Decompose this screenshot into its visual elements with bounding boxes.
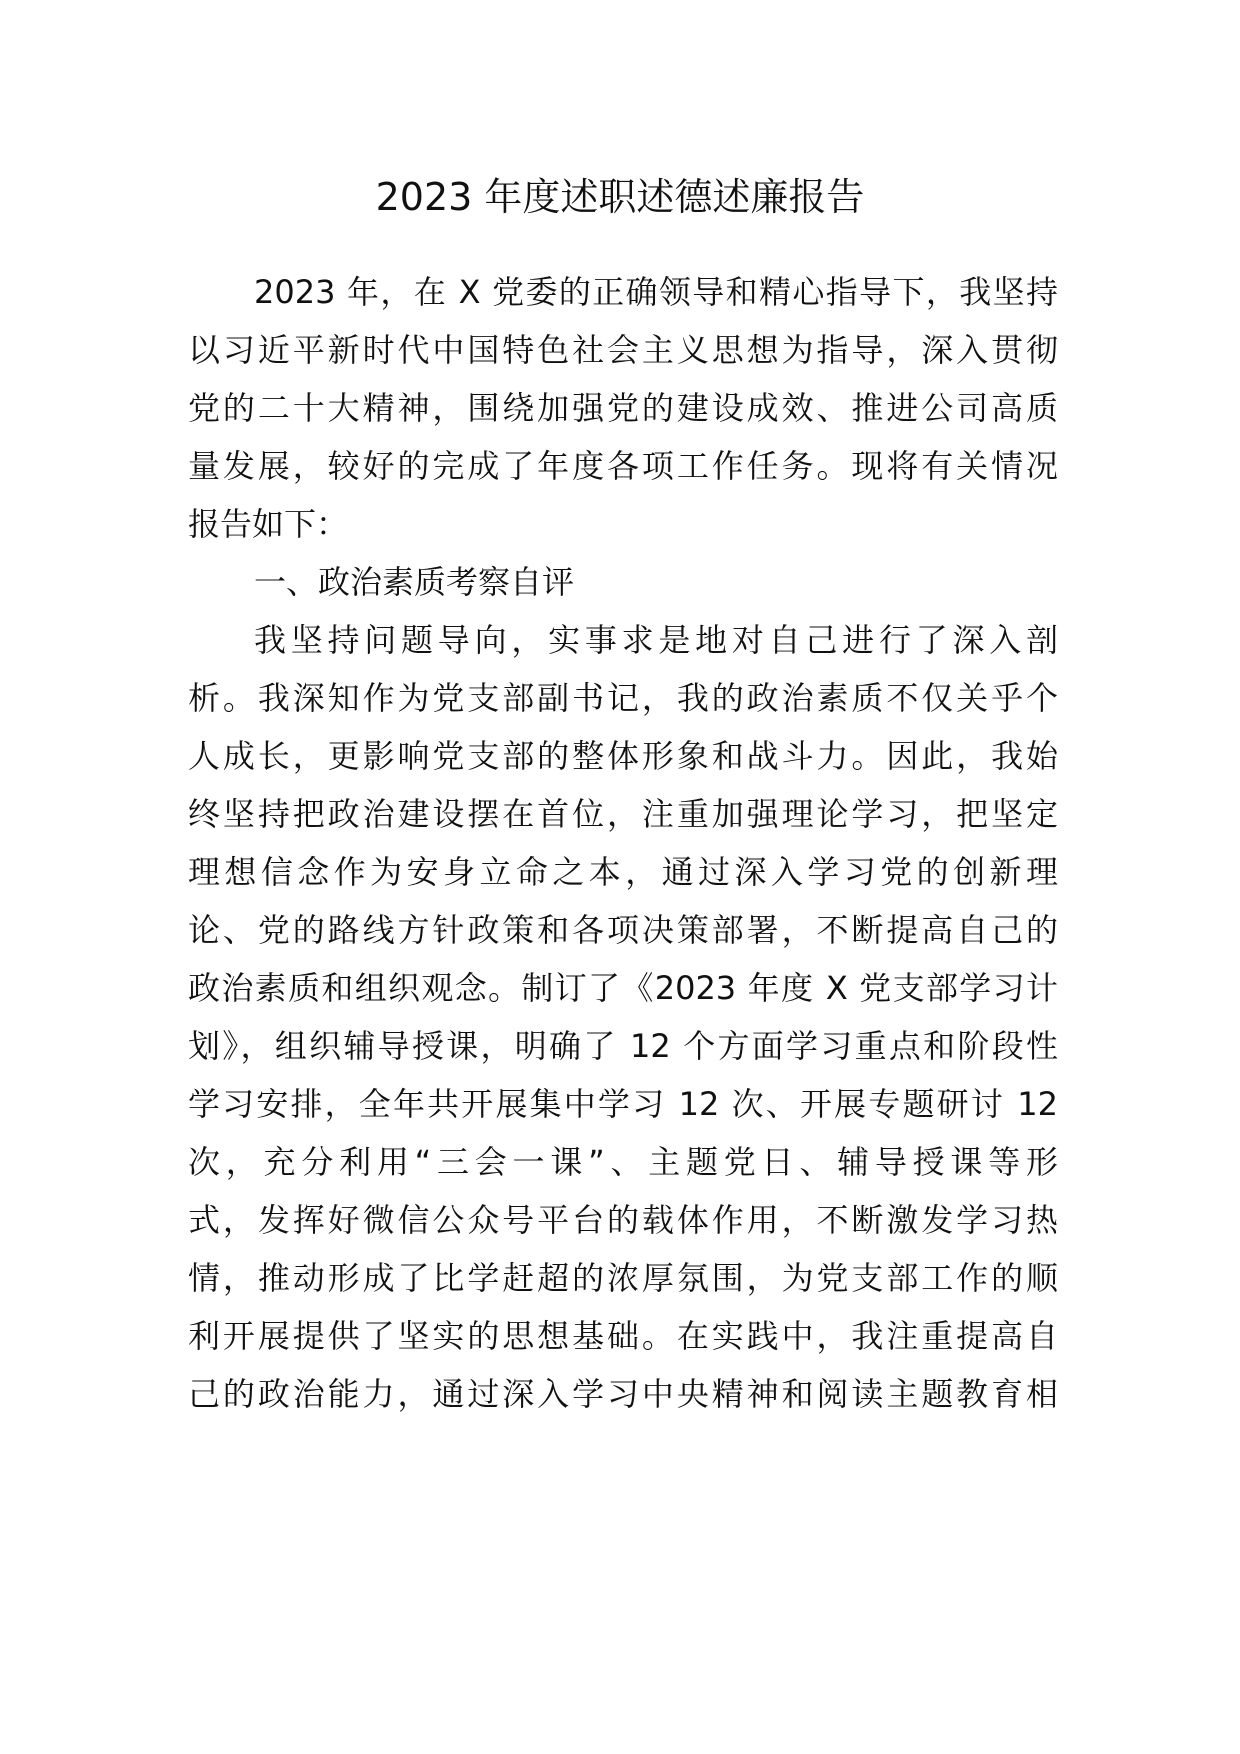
section-1-line-11: 式，发挥好微信公众号平台的载体作用，不断激发学习热 [188, 1201, 1058, 1239]
intro-line-4: 量发展，较好的完成了年度各项工作任务。现将有关情况 [188, 447, 1058, 485]
section-1-line-8: 划》，组织辅导授课，明确了 12 个方面学习重点和阶段性 [188, 1027, 1058, 1065]
section-1-line-14: 己的政治能力，通过深入学习中央精神和阅读主题教育相 [188, 1375, 1058, 1413]
section-1-line-9: 学习安排，全年共开展集中学习 12 次、开展专题研讨 12 [188, 1085, 1058, 1123]
section-1-line-5: 理想信念作为安身立命之本，通过深入学习党的创新理 [188, 853, 1058, 891]
section-1-line-10: 次，充分利用“三会一课”、主题党日、辅导授课等形 [188, 1143, 1058, 1181]
intro-line-2: 以习近平新时代中国特色社会主义思想为指导，深入贯彻 [188, 331, 1058, 369]
section-1-line-6: 论、党的路线方针政策和各项决策部署，不断提高自己的 [188, 911, 1058, 949]
section-1-line-1: 我坚持问题导向，实事求是地对自己进行了深入剖 [254, 621, 1058, 659]
section-1-line-7: 政治素质和组织观念。制订了《2023 年度 X 党支部学习计 [188, 969, 1058, 1007]
intro-line-1: 2023 年，在 X 党委的正确领导和精心指导下，我坚持 [254, 273, 1058, 311]
document-title: 2023 年度述职述德述廉报告 [375, 175, 865, 219]
section-1-line-3: 人成长，更影响党支部的整体形象和战斗力。因此，我始 [188, 737, 1058, 775]
intro-line-5: 报告如下： [188, 505, 349, 543]
section-1-line-2: 析。我深知作为党支部副书记，我的政治素质不仅关乎个 [188, 679, 1058, 717]
section-1-line-4: 终坚持把政治建设摆在首位，注重加强理论学习，把坚定 [188, 795, 1058, 833]
intro-line-3: 党的二十大精神，围绕加强党的建设成效、推进公司高质 [188, 389, 1058, 427]
section-1-line-13: 利开展提供了坚实的思想基础。在实践中，我注重提高自 [188, 1317, 1058, 1355]
section-1-heading: 一、政治素质考察自评 [254, 563, 575, 601]
section-1-line-12: 情，推动形成了比学赶超的浓厚氛围，为党支部工作的顺 [188, 1259, 1058, 1297]
